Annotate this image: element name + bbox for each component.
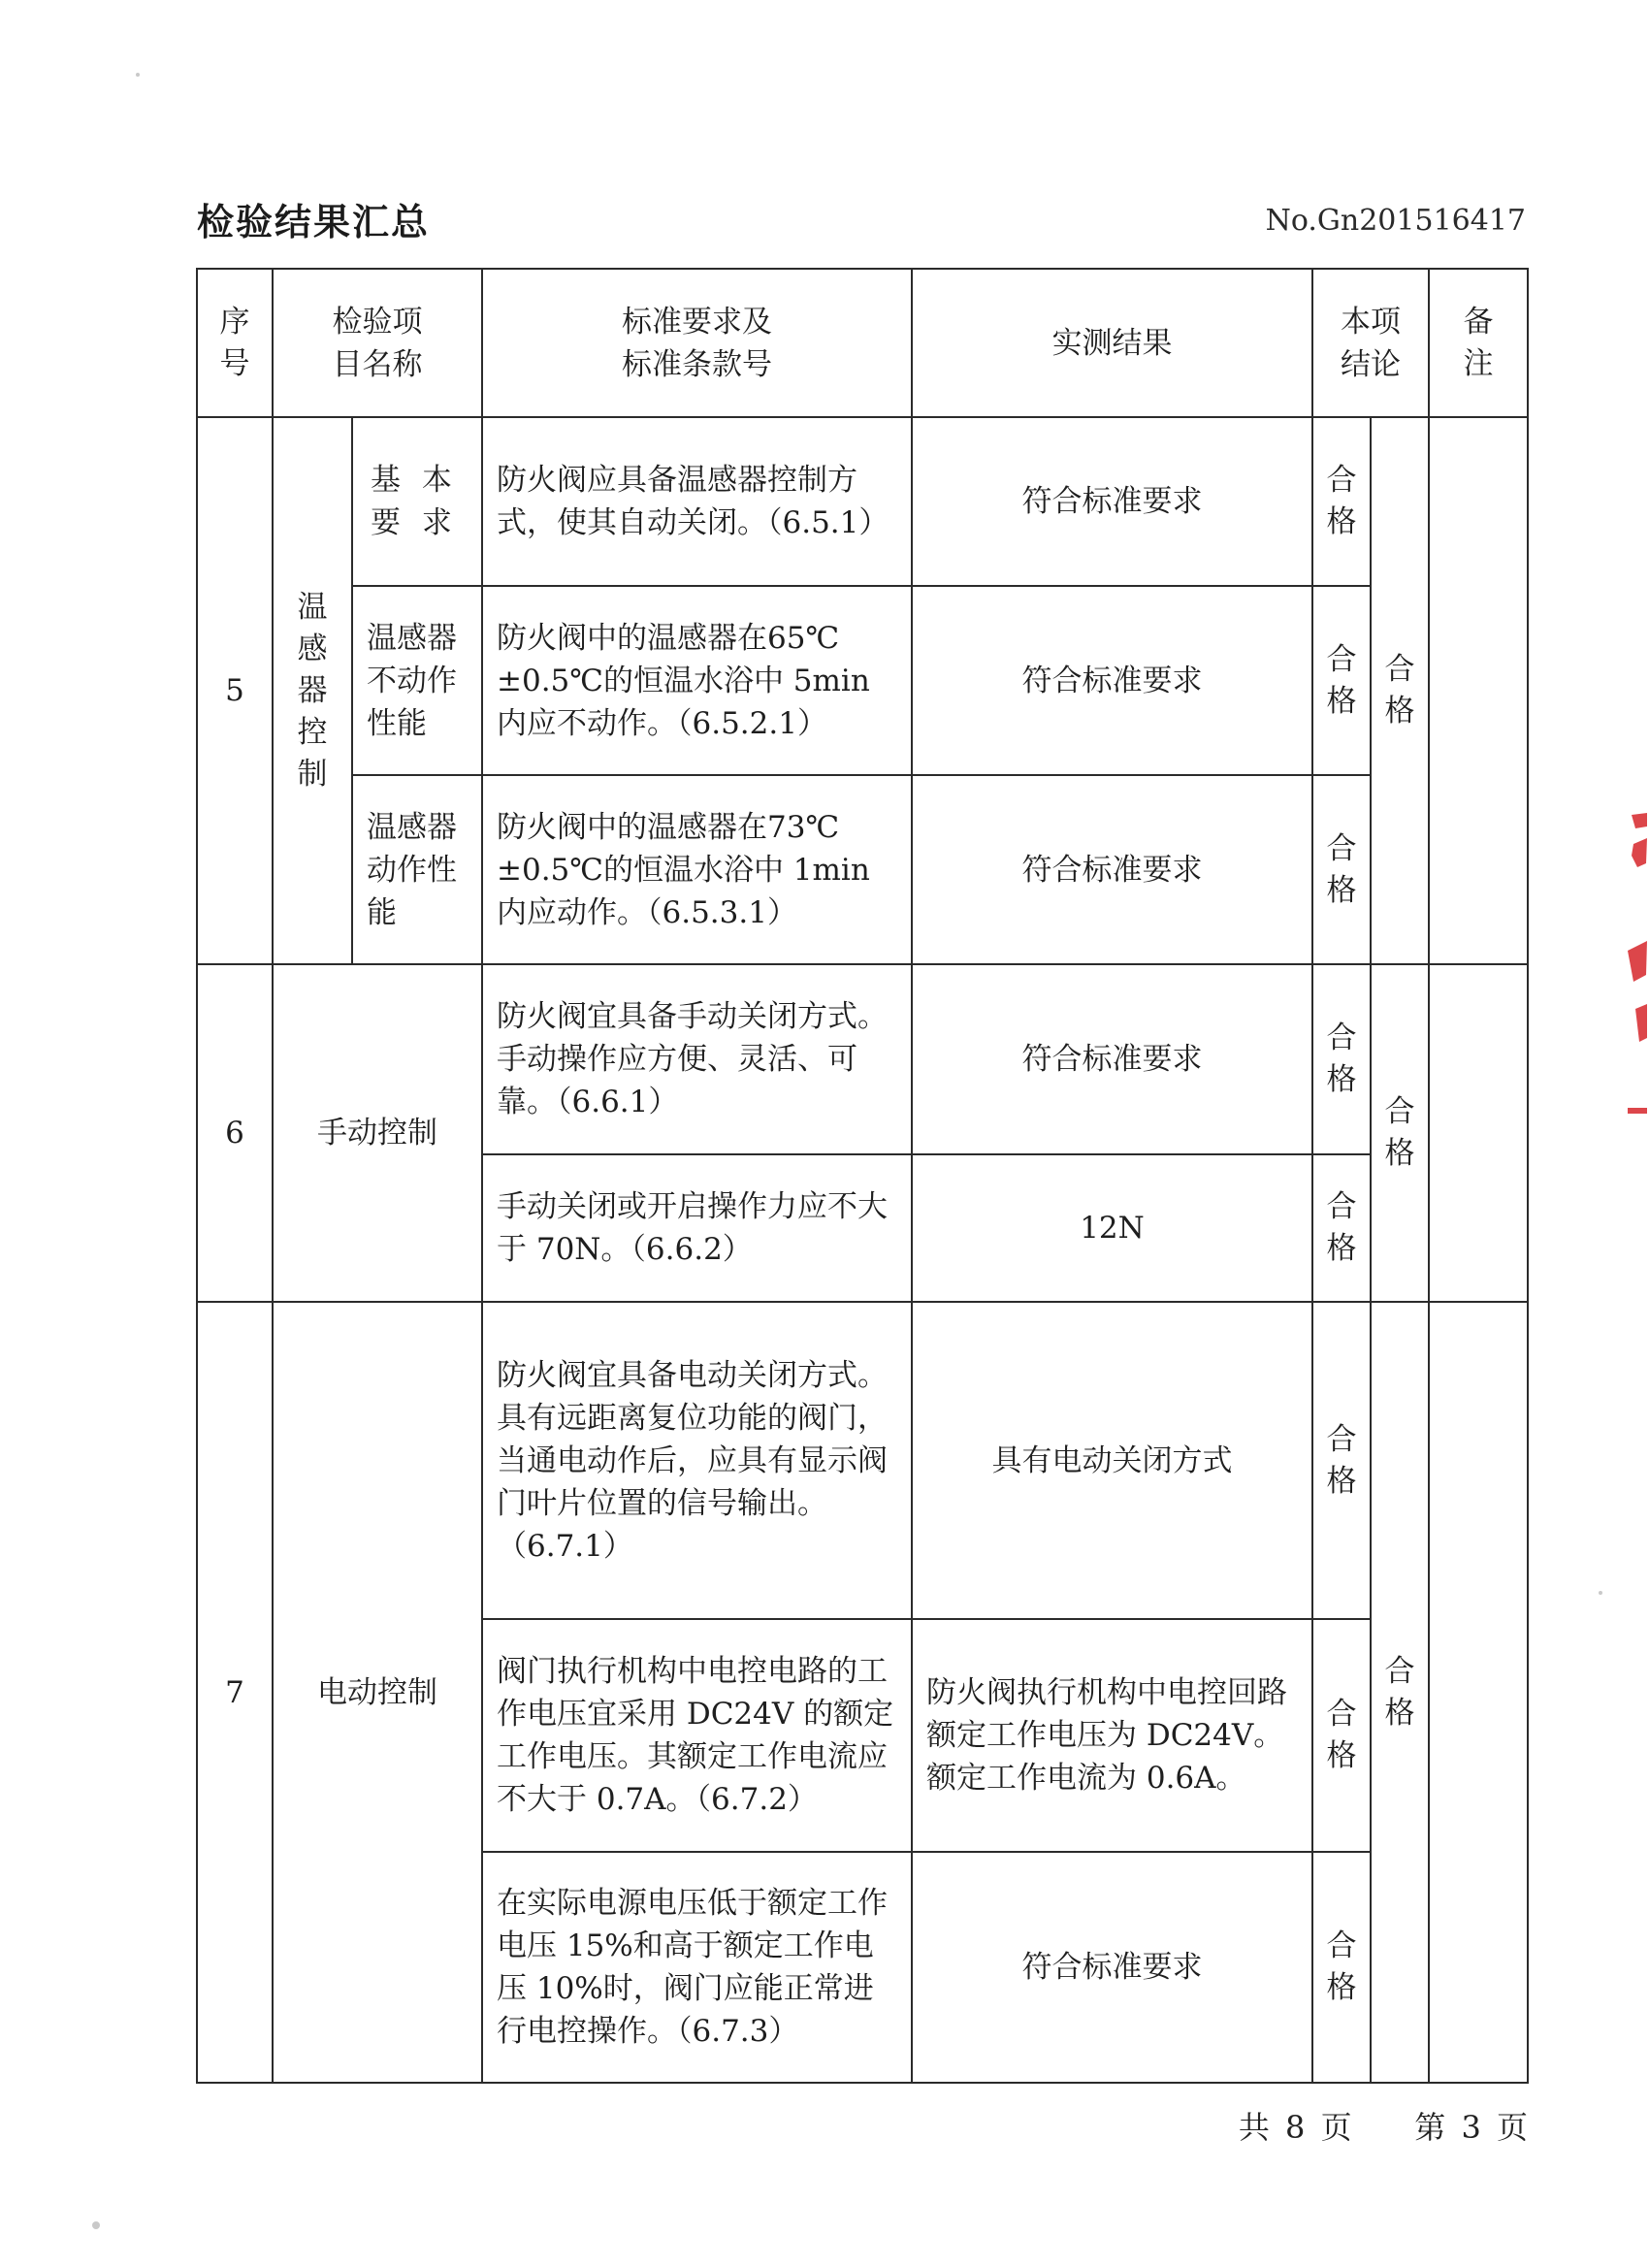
remark-cell <box>1429 964 1528 1302</box>
result-cell: 符合标准要求 <box>912 417 1312 586</box>
table-row <box>197 586 1528 775</box>
standard-cell: 防火阀宜具备手动关闭方式。手动操作应方便、灵活、可靠。（6.6.1） <box>482 964 912 1154</box>
inspection-summary-table <box>196 268 1529 2084</box>
item-name-cell: 温感器控制 <box>273 417 352 964</box>
row-conclusion-cell: 合格 <box>1312 1302 1371 1619</box>
header-row <box>197 269 1528 417</box>
report-number: No.Gn201516417 <box>1265 204 1526 238</box>
header-remark: 备注 <box>1429 269 1528 417</box>
standard-cell: 防火阀宜具备电动关闭方式。具有远距离复位功能的阀门，当通电动作后，应具有显示阀门叶片位置的信号输出。（6.7.1） <box>482 1302 912 1619</box>
row-conclusion-cell: 合格 <box>1312 417 1371 586</box>
sub-item-cell: 温感器动作性能 <box>352 775 482 964</box>
header-seq: 序号 <box>197 269 273 417</box>
table-row <box>197 775 1528 964</box>
result-cell: 符合标准要求 <box>912 1852 1312 2083</box>
standard-cell: 防火阀中的温感器在65℃±0.5℃的恒温水浴中 5min 内应不动作。（6.5.2.1） <box>482 586 912 775</box>
row-conclusion-cell: 合格 <box>1312 775 1371 964</box>
sub-item-cell: 基 本 要 求 <box>352 417 482 586</box>
result-cell: 符合标准要求 <box>912 775 1312 964</box>
table-row <box>197 964 1528 1154</box>
row-conclusion-cell: 合格 <box>1312 586 1371 775</box>
paper-speck <box>136 73 140 77</box>
table-row <box>197 1302 1528 1619</box>
result-cell: 防火阀执行机构中电控回路额定工作电压为 DC24V。额定工作电流为 0.6A。 <box>912 1619 1312 1852</box>
total-pages: 共 8 页 <box>1238 2109 1352 2146</box>
result-cell: 符合标准要求 <box>912 964 1312 1154</box>
remark-cell <box>1429 417 1528 964</box>
seq-cell: 6 <box>197 964 273 1302</box>
standard-cell: 在实际电源电压低于额定工作电压 15%和高于额定工作电压 10%时，阀门应能正常进行电控操作。（6.7.3） <box>482 1852 912 2083</box>
result-cell: 具有电动关闭方式 <box>912 1302 1312 1619</box>
page-title: 检验结果汇总 <box>197 201 431 243</box>
standard-cell: 阀门执行机构中电控电路的工作电压宜采用 DC24V 的额定工作电压。其额定工作电流应不大于 0.7A。（6.7.2） <box>482 1619 912 1852</box>
page-footer <box>1239 2103 1528 2148</box>
item-name-cell: 电动控制 <box>273 1302 482 2083</box>
remark-cell <box>1429 1302 1528 2083</box>
row-conclusion-cell: 合格 <box>1312 1154 1371 1302</box>
result-cell: 符合标准要求 <box>912 586 1312 775</box>
header-conclusion: 本项结论 <box>1312 269 1429 417</box>
row-conclusion-cell: 合格 <box>1312 1852 1371 2083</box>
seq-cell: 5 <box>197 417 273 964</box>
header-result: 实测结果 <box>912 269 1312 417</box>
header-standard: 标准要求及标准条款号 <box>482 269 912 417</box>
result-cell: 12N <box>912 1154 1312 1302</box>
table-row <box>197 417 1528 586</box>
paper-speck <box>92 2221 100 2229</box>
standard-cell: 防火阀应具备温感器控制方式，使其自动关闭。（6.5.1） <box>482 417 912 586</box>
standard-cell: 手动关闭或开启操作力应不大于 70N。（6.6.2） <box>482 1154 912 1302</box>
row-conclusion-cell: 合格 <box>1312 964 1371 1154</box>
standard-cell: 防火阀中的温感器在73℃±0.5℃的恒温水浴中 1min 内应动作。（6.5.3.1） <box>482 775 912 964</box>
current-page: 第 3 页 <box>1414 2109 1528 2146</box>
group-conclusion-cell: 合格 <box>1371 417 1429 964</box>
row-conclusion-cell: 合格 <box>1312 1619 1371 1852</box>
item-name-cell: 手动控制 <box>273 964 482 1302</box>
sub-item-cell: 温感器不动作性能 <box>352 586 482 775</box>
seq-cell: 7 <box>197 1302 273 2083</box>
group-conclusion-cell: 合格 <box>1371 1302 1429 2083</box>
group-conclusion-cell: 合格 <box>1371 964 1429 1302</box>
header-item: 检验项目名称 <box>273 269 482 417</box>
paper-speck <box>1599 1591 1602 1595</box>
seal-stamp-icon <box>1614 805 1649 1125</box>
